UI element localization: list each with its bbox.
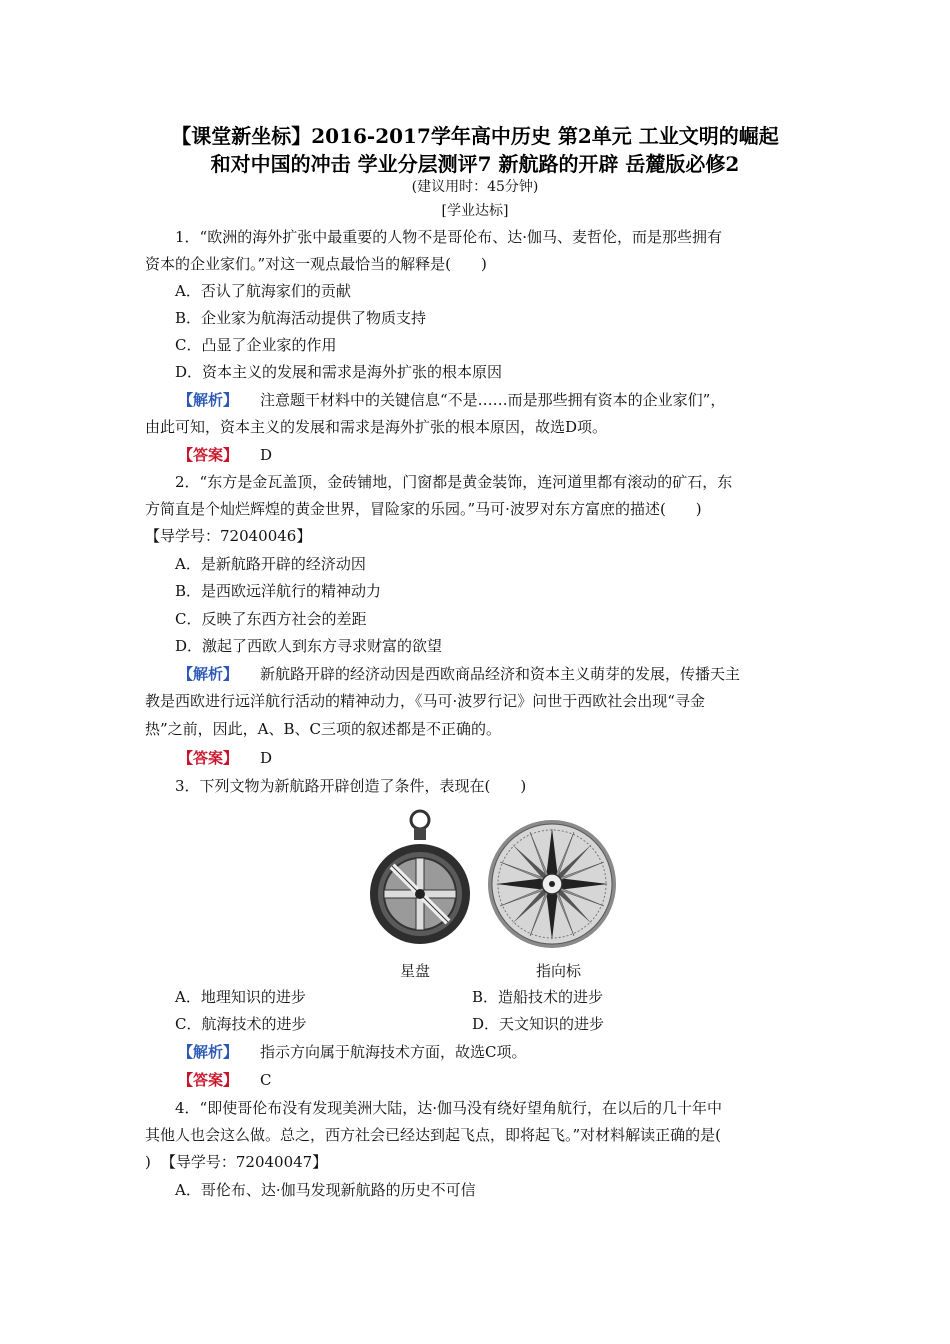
q2-option-a: A．是新航路开辟的经济动因 [175,555,366,573]
analysis-label: 【解析】 [178,1043,239,1061]
q1-analysis-line2: 由此可知，资本主义的发展和需求是海外扩张的根本原因，故选D项。 [145,418,608,436]
q3-stem: 3．下列文物为新航路开辟创造了条件，表现在( ) [175,777,527,795]
q1-answer [178,445,272,465]
q3-option-c: C．航海技术的进步 [175,1015,307,1033]
answer-label: 【答案】 [178,446,239,464]
q1-stem-line1: 1．“欧洲的海外扩张中最重要的人物不是哥伦布、达·伽马、麦哲伦，而是那些拥有 [175,228,722,246]
caption-compass: 指向标 [536,962,582,980]
suggested-time: (建议用时：45分钟) [411,179,539,195]
q4-guide-number: 【导学号：72040047】 [160,1153,328,1171]
q2-stem-line2: 方简直是个灿烂辉煌的黄金世界，冒险家的乐园。”马可·波罗对东方富庶的描述( ) [145,500,702,518]
compass-rose-figure [486,818,618,950]
q1-analysis-text1: 注意题干材料中的关键信息“不是……而是那些拥有资本的企业家们”， [260,391,726,409]
analysis-label: 【解析】 [178,391,239,409]
q1-option-c: C．凸显了企业家的作用 [175,336,337,354]
answer-label: 【答案】 [178,1071,239,1089]
q3-option-b: B．造船技术的进步 [472,988,604,1006]
q4-stem-line1: 4．“即使哥伦布没有发现美洲大陆，达·伽马没有绕好望角航行，在以后的几十年中 [175,1099,722,1117]
q2-stem-line1: 2．“东方是金瓦盖顶，金砖铺地，门窗都是黄金装饰，连河道里都有滚动的矿石，东 [175,473,733,491]
q2-guide-number: 【导学号：72040046】 [145,527,312,545]
q1-analysis-line1 [178,390,725,410]
q2-analysis-line3: 热”之前，因此，A、B、C三项的叙述都是不正确的。 [145,720,502,738]
q2-analysis-text1: 新航路开辟的经济动因是西欧商品经济和资本主义萌芽的发展，传播天主 [260,665,741,683]
q1-stem-line2: 资本的企业家们。”对这一观点最恰当的解释是( ) [145,255,487,273]
analysis-label: 【解析】 [178,665,239,683]
q2-option-c: C．反映了东西方社会的差距 [175,610,367,628]
q3-option-d: D．天文知识的进步 [472,1015,605,1033]
doc-title-line2: 和对中国的冲击 学业分层测评7 新航路的开辟 岳麓版必修2 [210,152,740,176]
q3-analysis-line1 [178,1042,527,1062]
q2-option-b: B．是西欧远洋航行的精神动力 [175,582,382,600]
answer-label: 【答案】 [178,749,239,767]
q1-option-a: A．否认了航海家们的贡献 [175,282,351,300]
astrolabe-figure [368,806,472,954]
q3-analysis-text1: 指示方向属于航海技术方面，故选C项。 [260,1043,527,1061]
q2-analysis-line2: 教是西欧进行远洋航行活动的精神动力，《马可·波罗行记》问世于西欧社会出现“寻金 [145,692,705,710]
q2-answer-value: D [260,749,273,767]
caption-astrolabe: 星盘 [400,962,431,980]
q4-option-a: A．哥伦布、达·伽马发现新航路的历史不可信 [175,1181,476,1199]
section-heading: [学业达标] [441,203,509,219]
q2-analysis-line1 [178,664,740,684]
q4-stem-bracket: ) [145,1153,151,1171]
q2-option-d: D．激起了西欧人到东方寻求财富的欲望 [175,637,443,655]
q2-answer [178,748,272,768]
q3-option-a: A．地理知识的进步 [175,988,306,1006]
q3-answer [178,1070,272,1090]
q1-option-b: B．企业家为航海活动提供了物质支持 [175,309,427,327]
q3-answer-value: C [260,1071,272,1089]
doc-title-line1: 【课堂新坐标】2016-2017学年高中历史 第2单元 工业文明的崛起 [171,124,779,148]
q4-stem-line3 [145,1152,327,1172]
q1-option-d: D．资本主义的发展和需求是海外扩张的根本原因 [175,363,503,381]
q1-answer-value: D [260,446,273,464]
q4-stem-line2: 其他人也会这么做。总之，西方社会已经达到起飞点，即将起飞。”对材料解读正确的是( [145,1126,722,1144]
